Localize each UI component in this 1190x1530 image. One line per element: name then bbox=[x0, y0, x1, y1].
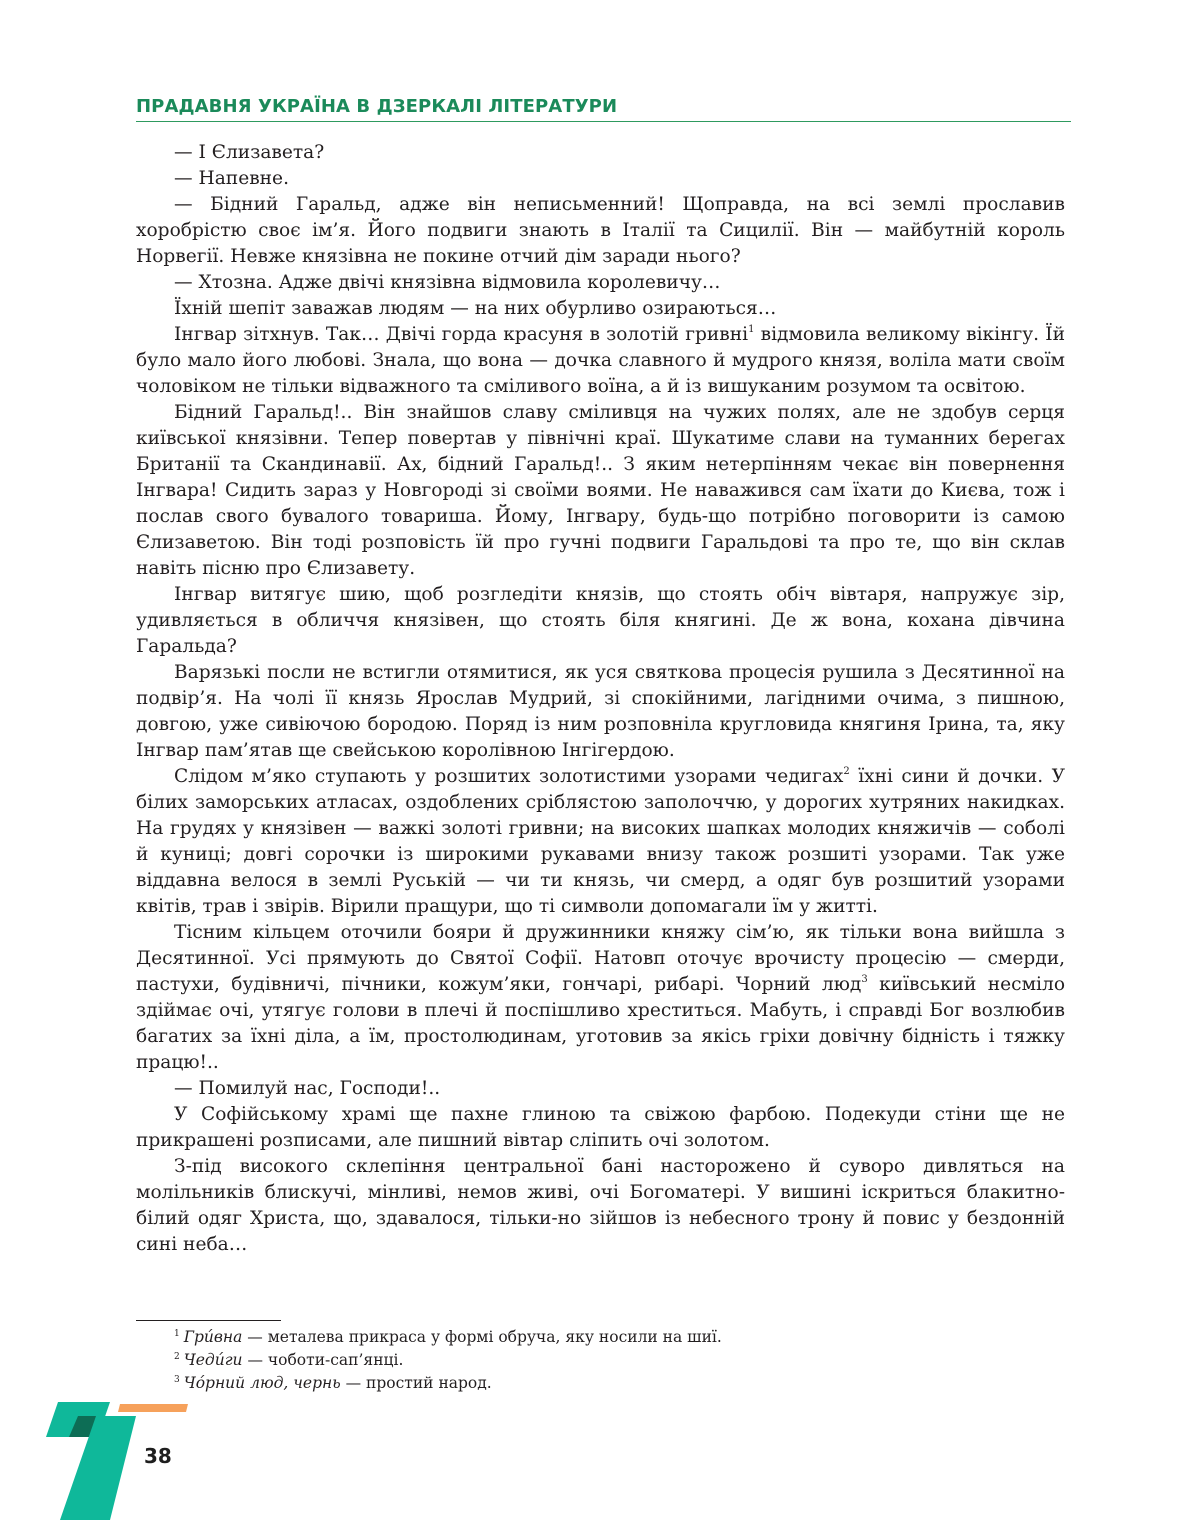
paragraph: Варязькі посли не встигли отямитися, як уся святкова процесія рушила з Десятинної на подвір’я. На чолі її князь Ярослав Мудрий, зі спокійними, лагідними очима, з пишною, довгою, уже сивіючою бородою. Поряд із ним розповніла кругловида княгиня Ірина, та, яку Інгвар пам’ятав ще свейською королівною Інгігердою. bbox=[136, 662, 1065, 761]
paragraph: — Бідний Гаральд, адже він неписьменний! Щоправда, на всі землі прославив хоробрістю своє ім’я. Його подвиги знають в Італії та Сицилії. Він — майбутній король Норвегії. Невже князівна не покине отчий дім заради нього? bbox=[136, 194, 1065, 267]
footnote-ref: 1 bbox=[748, 324, 755, 335]
page-number: 38 bbox=[144, 1444, 172, 1468]
paragraph: Бідний Гаральд!.. Він знайшов славу сміливця на чужих полях, але не здобув серця київської князівни. Тепер повертав у північні краї. Шукатиме слави на туманних берегах Британії та Скандинавії. Ах, бідний Гаральд!.. З яким нетерпінням чекає він повернення Інгвара! Сидить зараз у Новгороді зі своїми воями. Не наважився сам їхати до Києва, тож і послав свого бувалого товариша. Йому, Інгвару, будь-що потрібно поговорити із самою Єлизаветою. Він тоді розповість їй про гучні подвиги Гаральдові та про те, що він склав навіть пісню про Єлизавету. bbox=[136, 402, 1065, 579]
paragraph: Слідом м’яко ступають у розшитих золотистими узорами чедигах$^2$ їхні сини й дочки. У білих заморських атласах, оздоблених сріблястою заполоччю, у дорогих хутряних накидках. На грудях у князівен — важкі золоті гривни; на високих шапках молодих княжичів — соболі й куниці; довгі сорочки із широкими рукавами внизу також розшиті узорами. Так уже віддавна велося в землі Руській — чи ти князь, чи смерд, а одяг був розшитий узорами квітів, трав і звірів. Вірили пращури, що ті символи допомагали їм у житті. bbox=[136, 766, 1065, 917]
decor-stripe-orange bbox=[118, 1404, 188, 1412]
paragraph: У Софійському храмі ще пахне глиною та свіжою фарбою. Подекуди стіни ще не прикрашені розписами, але пишний вівтар сліпить очі золотом. bbox=[136, 1104, 1065, 1151]
footnote-ref: 3 bbox=[861, 974, 868, 985]
body-text bbox=[136, 140, 1065, 1258]
paragraph: Інгвар зітхнув. Так… Двічі горда красуня в золотій гривні$^1$ відмовила великому вікінгу. Їй було мало його любові. Знала, що вона — дочка славного й мудрого князя, воліла мати своїм чоловіком не тільки відважного та сміливого воїна, а й із вишуканим розумом та освітою. bbox=[136, 324, 1065, 397]
paragraph: Тісним кільцем оточили бояри й дружинники княжу сім’ю, як тільки вона вийшла з Десятинної. Усі прямують до Святої Софії. Натовп оточує врочисту процесію — смерди, пастухи, будівничі, пічники, кожум’яки, гончарі, рибарі. Чорний люд$^3$ київський несміло здіймає очі, утягує голови в плечі й поспішливо хреститься. Мабуть, і справді Бог возлюбив багатих за їхні діла, а їм, простолюдинам, уготовив за якісь гріхи довічну бідність і тяжку працю!.. bbox=[136, 922, 1066, 1073]
running-header-title: ПРАДАВНЯ УКРАЇНА В ДЗЕРКАЛІ ЛІТЕРАТУРИ bbox=[136, 96, 618, 117]
footnote: $^2$ Чеди́ги — чоботи-сап’янці. bbox=[174, 1351, 404, 1369]
paragraph: Інгвар витягує шию, щоб розгледіти князів, що стоять обіч вівтаря, напружує зір, удивляється в обличчя князівен, що стоять біля княгині. Де ж вона, кохана дівчина Гаральда? bbox=[136, 584, 1065, 657]
paragraph: — Помилуй нас, Господи!.. bbox=[174, 1078, 441, 1099]
paragraph: — Напевне. bbox=[174, 168, 289, 189]
footnote-ref: 2 bbox=[843, 766, 850, 777]
footnote: $^3$ Чо́рний люд, чернь — простий народ. bbox=[174, 1374, 492, 1392]
footnotes bbox=[174, 1326, 1054, 1395]
paragraph: — Хтозна. Адже двічі князівна відмовила королевичу… bbox=[174, 272, 721, 293]
footnote: $^1$ Гри́вна — металева прикраса у формі обруча, яку носили на шиї. bbox=[174, 1328, 722, 1346]
running-header bbox=[136, 96, 1071, 122]
paragraph: — І Єлизавета? bbox=[174, 142, 325, 163]
footnote-divider bbox=[136, 1320, 281, 1321]
paragraph: З-під високого склепіння центральної бані насторожено й суворо дивляться на молільників блискучі, мінливі, немов живі, очі Богоматері. У вишині іскриться блакитно-білий одяг Христа, що, здавалося, тільки-но зійшов із небесного трону й повис у бездонній сині неба… bbox=[136, 1156, 1065, 1255]
paragraph: Їхній шепіт заважав людям — на них обурливо озираються… bbox=[174, 298, 777, 319]
